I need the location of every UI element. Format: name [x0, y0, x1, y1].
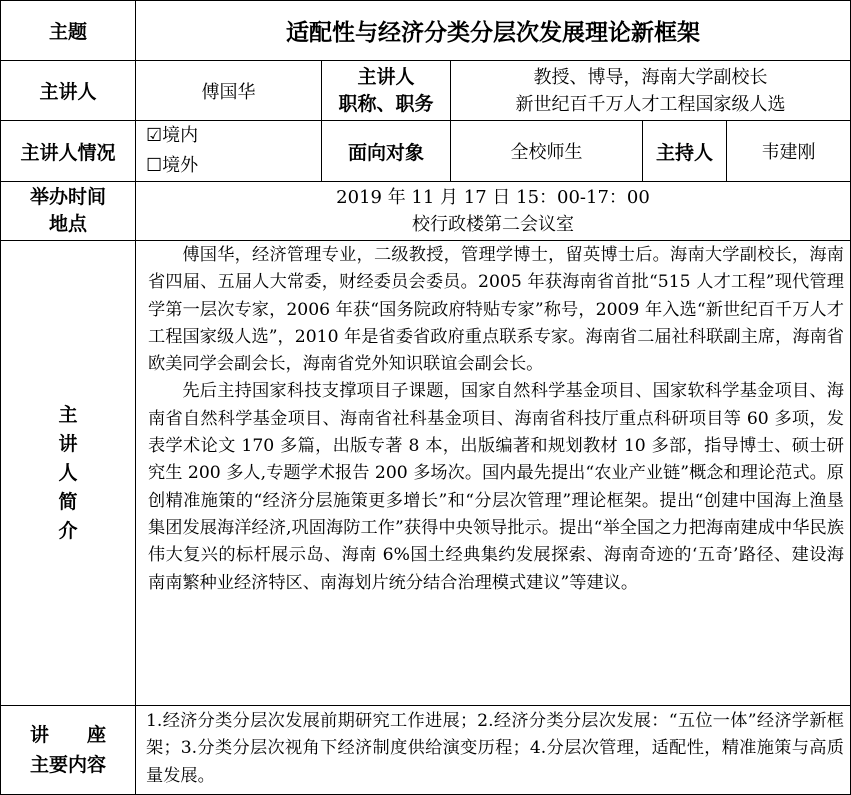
- bio-label-char-4: 简: [58, 490, 78, 513]
- host-value: 韦建刚: [761, 142, 816, 163]
- speaker-title-label-line1: 主讲人: [357, 65, 415, 88]
- speaker-name: 傅国华: [201, 81, 256, 103]
- topic-value: 适配性与经济分类分层次发展理论新框架: [286, 19, 700, 46]
- schedule-time: 2019 年 11 月 17 日 15：00-17：00: [336, 187, 650, 208]
- bio-label-char-2: 讲: [58, 432, 78, 455]
- option-domestic-label: 境内: [162, 125, 199, 146]
- schedule-label-line2: 地点: [48, 213, 87, 235]
- speaker-title-label: [322, 61, 450, 120]
- bio-label-char-1: 主: [58, 403, 78, 426]
- situation-label: 主讲人情况: [20, 141, 116, 164]
- option-domestic[interactable]: [146, 121, 321, 151]
- bio-label-char-3: 人: [58, 461, 78, 484]
- lecture-content: 1.经济分类分层次发展前期研究工作进展；2.经济分类分层次发展：“五位一体”经济学新框架；3.分类分层次视角下经济制度供给演变历程；4.分层次管理，适配性，精准施策与高质量发展。: [146, 711, 844, 786]
- schedule-value: [136, 182, 850, 240]
- schedule-place: 校行政楼第二会议室: [412, 214, 574, 235]
- schedule-label-line1: 举办时间: [29, 186, 106, 208]
- speaker-title-value-line2: 新世纪百千万人才工程国家级人选: [515, 93, 786, 115]
- host-label: 主持人: [655, 141, 713, 164]
- bio-paragraph-1: 傅国华，经济管理专业，二级教授，管理学博士，留英博士后。海南大学副校长，海南省四届、五届人大常委，财经委员会委员。2005 年获海南省首批“515 人才工程”现代管理学第一层次专家，2006 年获“国务院政府特贴专家”称号，2009 年入选“新世纪百千万人才工程国家级人选”，2010 年是省委省政府重点联系专家。海南省二届社科联副主席，海南省欧美同学会副会长，海南省党外知识联谊会副会长。: [148, 245, 844, 375]
- bio-label-char-5: 介: [58, 519, 78, 542]
- checkbox-checked-icon[interactable]: ☑: [146, 125, 163, 146]
- lecture-label: [1, 706, 135, 794]
- speaker-title-value: [451, 61, 850, 120]
- speaker-label: 主讲人: [39, 81, 97, 103]
- speaker-title-label-line2: 职称、职务: [338, 92, 434, 115]
- schedule-label: [1, 182, 135, 240]
- audience-label: 面向对象: [347, 141, 424, 164]
- checkbox-unchecked-icon[interactable]: ☐: [146, 155, 163, 176]
- topic-label: 主题: [48, 21, 87, 43]
- lecture-label-line2: 主要内容: [29, 754, 106, 776]
- bio-label: [1, 241, 135, 705]
- bio-text: [136, 241, 850, 705]
- situation-options: [136, 121, 321, 181]
- audience-value: 全校师生: [510, 142, 583, 163]
- option-overseas[interactable]: [146, 151, 321, 181]
- lecture-label-line1: 讲 座: [29, 724, 106, 746]
- bio-paragraph-2: 先后主持国家科技支撑项目子课题，国家自然科学基金项目、国家软科学基金项目、海南省自然科学基金项目、海南省社科基金项目、海南省科技厅重点科研项目等 60 多项，发表学术论文 170 多篇，出版专著 8 本，出版编著和规划教材 10 多部，指导博士、硕士研究生 200 多人,专题学术报告 200 多场次。国内最先提出“农业产业链”概念和理论范式。原创精准施策的“经济分层施策更多增长”和“分层次管理”理论框架。提出“创建中国海上渔垦集团发展海洋经济,巩固海防工作”获得中央领导批示。提出“举全国之力把海南建成中华民族伟大复兴的标杆展示岛、海南 6%国土经典集约发展探索、海南奇迹的‘五奇’路径、建设海南南繁种业经济特区、南海划片统分结合治理模式建议”等建议。: [148, 381, 844, 593]
- speaker-title-value-line1: 教授、博导，海南大学副校长: [533, 66, 768, 88]
- option-overseas-label: 境外: [162, 155, 199, 176]
